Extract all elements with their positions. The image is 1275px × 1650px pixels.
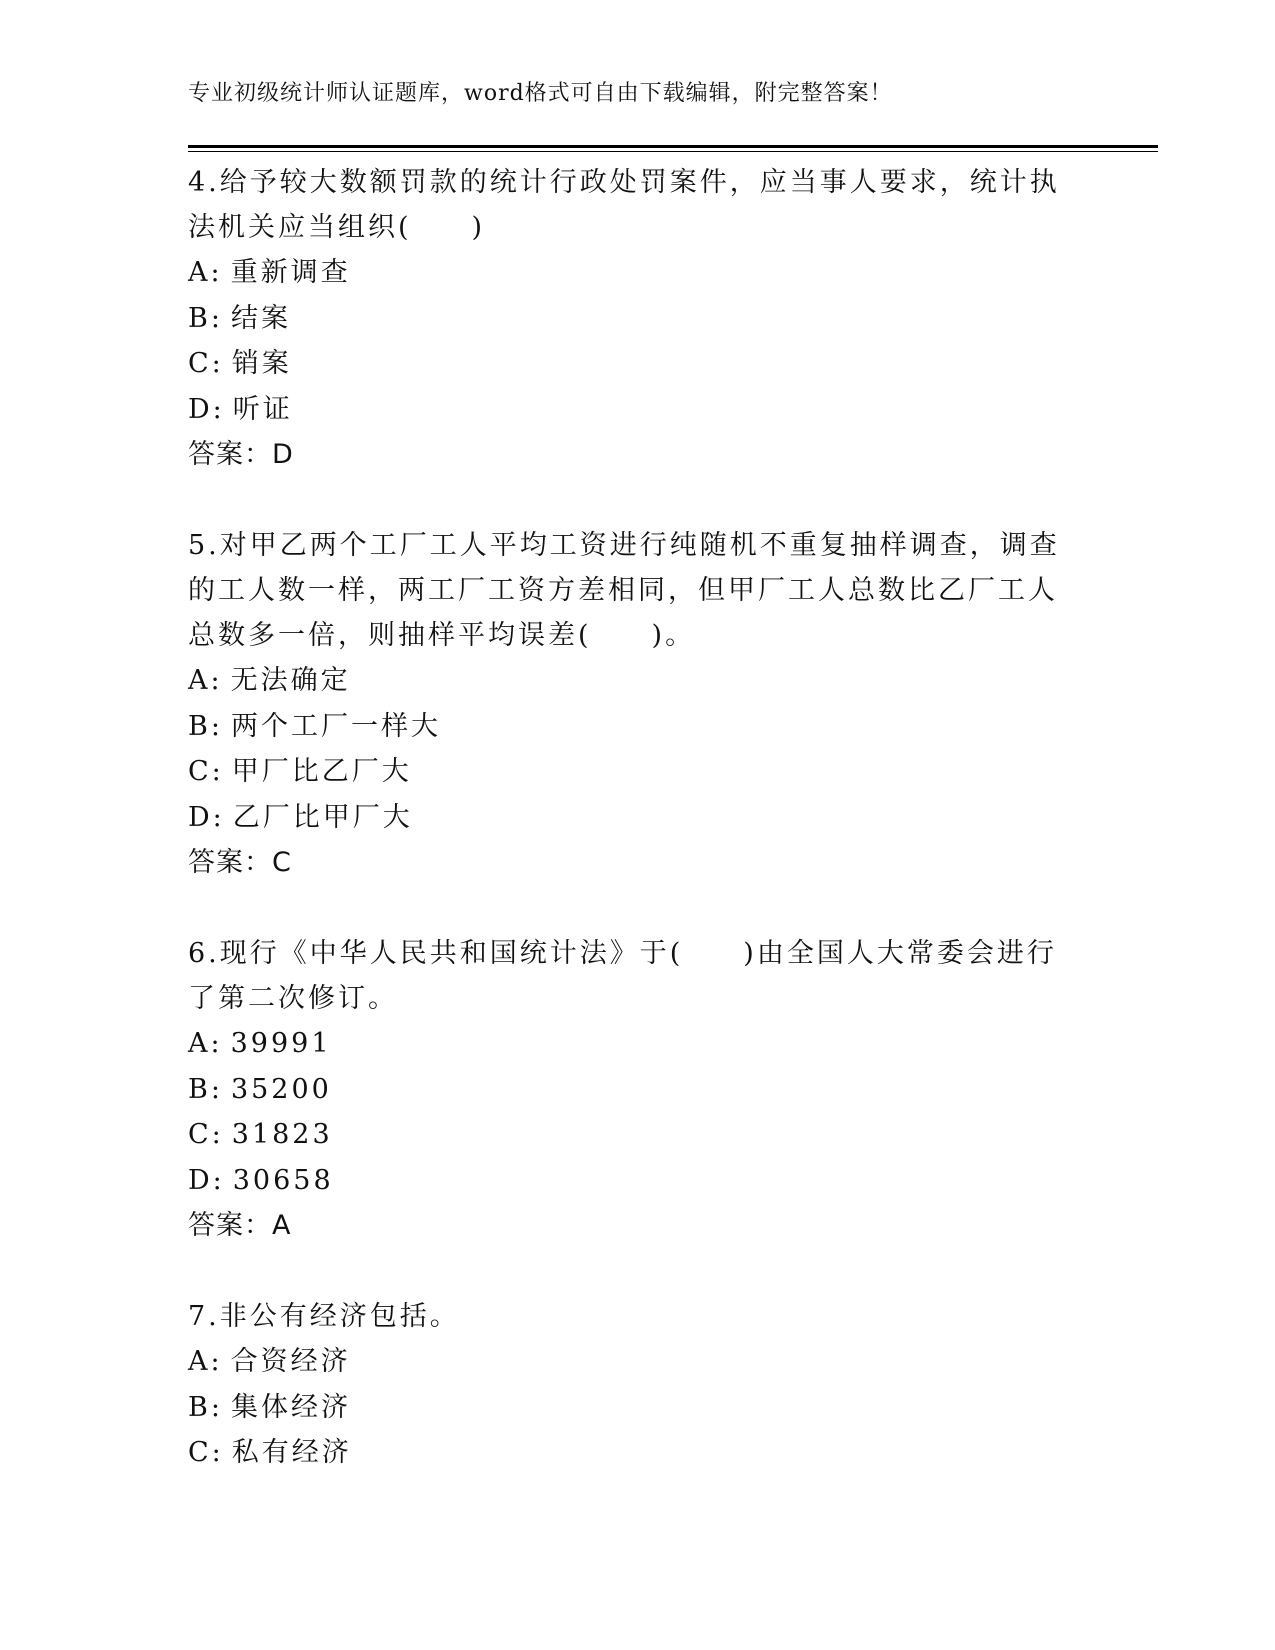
option-c <box>188 1112 1068 1158</box>
option-key: B: <box>188 710 223 742</box>
answer-line: 答案：A <box>188 1210 292 1241</box>
option-a <box>188 658 1068 704</box>
option-text: 听证 <box>232 393 293 425</box>
option-a <box>188 250 1068 296</box>
option-text: 两个工厂一样大 <box>230 710 441 742</box>
option-key: D: <box>188 1164 225 1196</box>
question-stem: 7.非公有经济包括。 <box>188 1301 460 1332</box>
option-text: 39991 <box>230 1028 332 1059</box>
option-d <box>188 387 1068 433</box>
option-text: 结案 <box>230 302 291 334</box>
option-key: B: <box>188 1073 223 1105</box>
answer-line: 答案：C <box>188 847 292 878</box>
question-stem: 6.现行《中华人民共和国统计法》于( )由全国人大常委会进行了第二次修订。 <box>188 938 1057 1014</box>
answer-line: 答案：D <box>188 439 294 470</box>
page-header-text: 专业初级统计师认证题库，word格式可自由下载编辑，附完整答案！ <box>188 81 893 106</box>
question-5 <box>188 523 1068 885</box>
option-key: D: <box>188 801 225 833</box>
option-text: 私有经济 <box>231 1437 352 1468</box>
option-c <box>188 749 1068 795</box>
option-key: C: <box>188 1437 224 1468</box>
option-text: 合资经济 <box>230 1346 351 1377</box>
option-key: C: <box>188 348 224 379</box>
option-key: D: <box>188 393 225 425</box>
option-key: B: <box>188 1391 223 1423</box>
question-7 <box>188 1294 1068 1476</box>
option-key: A: <box>188 1028 223 1059</box>
header-rule-thin <box>188 151 1158 152</box>
option-text: 销案 <box>231 348 292 379</box>
question-stem: 4.给予较大数额罚款的统计行政处罚案件，应当事人要求，统计执法机关应当组织( ) <box>188 167 1060 243</box>
option-text: 无法确定 <box>230 665 351 696</box>
question-list <box>188 160 1068 1522</box>
option-c <box>188 1430 1068 1476</box>
option-key: C: <box>188 1119 224 1150</box>
option-text: 甲厂比乙厂大 <box>231 756 412 787</box>
option-text: 35200 <box>230 1073 332 1105</box>
option-key: B: <box>188 302 223 334</box>
option-d <box>188 795 1068 841</box>
option-b <box>188 1385 1068 1431</box>
question-stem: 5.对甲乙两个工厂工人平均工资进行纯随机不重复抽样调查，调查的工人数一样，两工厂工资方差相同，但甲厂工人总数比乙厂工人总数多一倍，则抽样平均误差( )。 <box>188 530 1060 651</box>
option-text: 重新调查 <box>230 257 351 288</box>
option-text: 31823 <box>231 1119 333 1150</box>
question-4 <box>188 160 1068 477</box>
option-a <box>188 1339 1068 1385</box>
option-d <box>188 1158 1068 1204</box>
question-6 <box>188 931 1068 1248</box>
option-text: 集体经济 <box>230 1391 351 1423</box>
option-key: C: <box>188 756 224 787</box>
option-b <box>188 296 1068 342</box>
option-text: 乙厂比甲厂大 <box>232 801 413 833</box>
option-c <box>188 341 1068 387</box>
option-key: A: <box>188 257 223 288</box>
option-key: A: <box>188 665 223 696</box>
option-b <box>188 1067 1068 1113</box>
option-key: A: <box>188 1346 223 1377</box>
option-b <box>188 704 1068 750</box>
header-rule-thick <box>188 145 1158 148</box>
option-text: 30658 <box>232 1164 334 1196</box>
option-a <box>188 1021 1068 1067</box>
